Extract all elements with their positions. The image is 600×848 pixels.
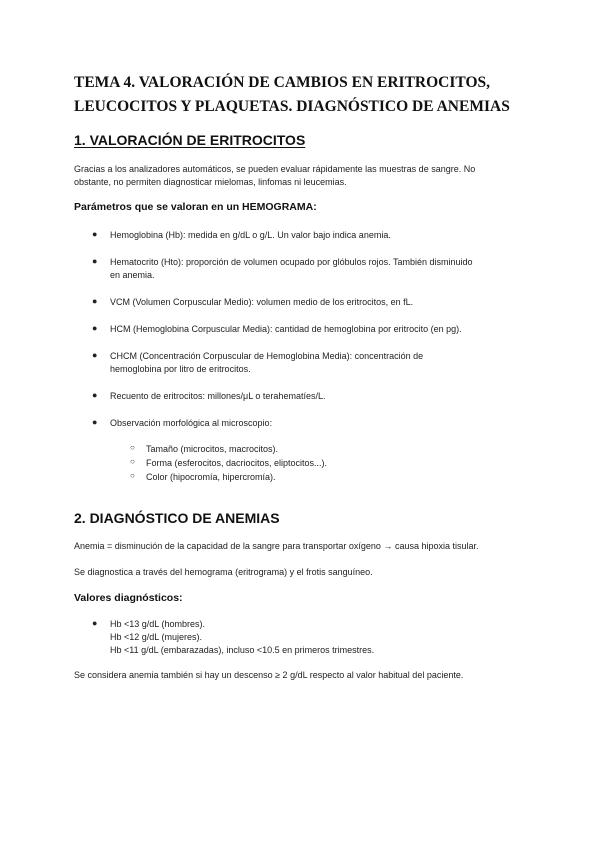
document-title bbox=[74, 71, 544, 119]
bullet-icon: ● bbox=[92, 296, 98, 306]
list-item-text-cont: hemoglobina por litro de eritrocitos. bbox=[110, 364, 251, 374]
intro-line-2: obstante, no permiten diagnosticar mielomas, linfomas ni leucemias. bbox=[74, 177, 347, 187]
bullet-icon: ● bbox=[92, 618, 98, 628]
sub-bullet-icon: ○ bbox=[130, 457, 135, 466]
list-item-hemoglobina bbox=[110, 229, 528, 242]
sub-bullet-icon: ○ bbox=[130, 471, 135, 480]
bullet-icon: ● bbox=[92, 256, 98, 266]
value-hombres: Hb <13 g/dL (hombres). bbox=[110, 619, 205, 629]
value-mujeres: Hb <12 g/dL (mujeres). bbox=[110, 632, 202, 642]
valores-subheading: Valores diagnósticos: bbox=[74, 592, 183, 604]
section-1-intro bbox=[74, 163, 534, 189]
hemograma-subheading: Parámetros que se valoran en un HEMOGRAMA: bbox=[74, 201, 317, 213]
sub-list-item-forma: Forma (esferocitos, dacriocitos, eliptocitos...). bbox=[146, 458, 328, 468]
value-embarazadas: Hb <11 g/dL (embarazadas), incluso <10.5 en primeros trimestres. bbox=[110, 645, 375, 655]
title-line-2: LEUCOCITOS Y PLAQUETAS. DIAGNÓSTICO DE ANEMIAS bbox=[74, 98, 510, 115]
intro-line-1: Gracias a los analizadores automáticos, se pueden evaluar rápidamente las muestras de sangre. No bbox=[74, 164, 476, 174]
sub-bullet-icon: ○ bbox=[130, 443, 135, 452]
list-item-text: Observación morfológica al microscopio: bbox=[110, 418, 273, 428]
anemia-note: Se considera anemia también si hay un descenso ≥ 2 g/dL respecto al valor habitual del paciente. bbox=[74, 670, 464, 680]
anemia-diagnosis: Se diagnostica a través del hemograma (eritrograma) y el frotis sanguíneo. bbox=[74, 567, 373, 577]
bullet-icon: ● bbox=[92, 390, 98, 400]
list-item-text: VCM (Volumen Corpuscular Medio): volumen medio de los eritrocitos, en fL. bbox=[110, 297, 414, 307]
bullet-icon: ● bbox=[92, 350, 98, 360]
list-item-chcm bbox=[110, 350, 528, 376]
bullet-icon: ● bbox=[92, 229, 98, 239]
list-item-text: HCM (Hemoglobina Corpuscular Media): cantidad de hemoglobina por eritrocito (en pg). bbox=[110, 324, 462, 334]
list-item-hcm bbox=[110, 323, 528, 336]
bullet-icon: ● bbox=[92, 417, 98, 427]
list-item-text: CHCM (Concentración Corpuscular de Hemoglobina Media): concentración de bbox=[110, 351, 424, 361]
list-item-text: Recuento de eritrocitos: millones/μL o terahematíes/L. bbox=[110, 391, 326, 401]
list-item-observacion bbox=[110, 417, 528, 430]
anemia-definition: Anemia = disminución de la capacidad de la sangre para transportar oxígeno → causa hipoxia tisular. bbox=[74, 541, 479, 551]
list-item-vcm bbox=[110, 296, 528, 309]
bullet-icon: ● bbox=[92, 323, 98, 333]
list-item-text: Hemoglobina (Hb): medida en g/dL o g/L. Un valor bajo indica anemia. bbox=[110, 230, 391, 240]
list-item-hematocrito bbox=[110, 256, 528, 282]
list-item-text-cont: en anemia. bbox=[110, 270, 155, 280]
list-item-recuento bbox=[110, 390, 528, 403]
section-2-heading: 2. DIAGNÓSTICO DE ANEMIAS bbox=[74, 510, 280, 526]
sub-list-item-tamano: Tamaño (microcitos, macrocitos). bbox=[146, 444, 279, 454]
list-item-text: Hematocrito (Hto): proporción de volumen ocupado por glóbulos rojos. También disminuido bbox=[110, 257, 473, 267]
section-1-heading: 1. VALORACIÓN DE ERITROCITOS bbox=[74, 132, 306, 148]
sub-list-item-color: Color (hipocromía, hipercromía). bbox=[146, 472, 276, 482]
title-line-1: TEMA 4. VALORACIÓN DE CAMBIOS EN ERITROCITOS, bbox=[74, 74, 491, 91]
list-item-valores bbox=[110, 618, 528, 657]
